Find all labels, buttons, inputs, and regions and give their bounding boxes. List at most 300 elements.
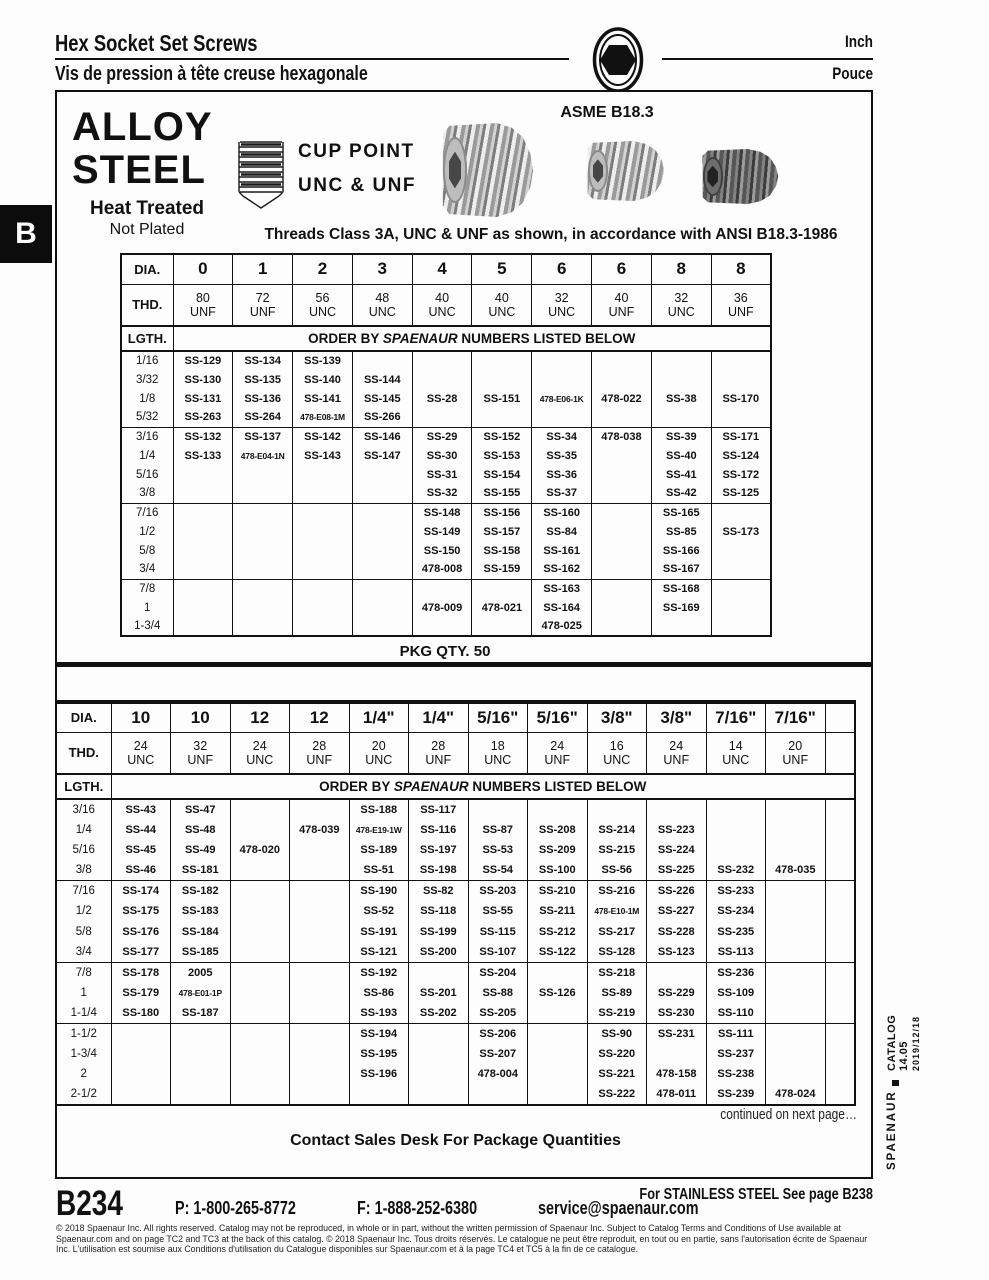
part-cell: SS-43 <box>111 799 171 819</box>
material-title-line2: STEEL <box>72 148 206 192</box>
page-title-en: Hex Socket Set Screws <box>55 30 258 56</box>
part-cell: SS-136 <box>233 389 293 408</box>
part-cell <box>706 819 766 839</box>
part-cell: 478-022 <box>592 389 652 408</box>
length-cell: 1/4 <box>56 819 111 839</box>
part-cell <box>766 983 826 1003</box>
part-cell <box>651 408 711 427</box>
part-cell <box>592 522 652 541</box>
part-cell <box>171 1064 231 1084</box>
length-cell: 3/16 <box>121 427 173 446</box>
part-cell <box>592 560 652 579</box>
section-tab-b: B <box>0 205 52 263</box>
thd-header: 32 UNC <box>651 284 711 326</box>
part-cell <box>592 617 652 636</box>
part-cell: SS-218 <box>587 962 647 982</box>
table-row <box>56 962 855 982</box>
thd-header: 24 UNF <box>528 732 588 774</box>
part-cell: SS-177 <box>111 942 171 962</box>
part-cell <box>230 819 290 839</box>
not-plated-label: Not Plated <box>109 221 185 238</box>
part-cell <box>290 1003 350 1023</box>
table-row <box>121 598 771 617</box>
part-cell: SS-156 <box>472 503 532 522</box>
part-cell <box>592 484 652 503</box>
empty-cell <box>825 1064 855 1084</box>
part-cell: SS-200 <box>409 942 469 962</box>
dia-header: 1/4" <box>349 702 409 732</box>
table-row <box>121 389 771 408</box>
dia-header: 1/4" <box>409 702 469 732</box>
length-cell: 7/16 <box>121 503 173 522</box>
length-cell: 1/4 <box>121 446 173 465</box>
part-cell: SS-144 <box>352 370 412 389</box>
part-cell: SS-201 <box>409 983 469 1003</box>
part-cell <box>230 799 290 819</box>
part-cell: SS-236 <box>706 962 766 982</box>
part-cell: SS-118 <box>409 901 469 921</box>
table-row <box>56 1084 855 1104</box>
material-title-line1: ALLOY <box>72 105 213 149</box>
part-cell <box>173 579 233 598</box>
part-cell <box>290 881 350 901</box>
thd-header: 40 UNF <box>592 284 652 326</box>
part-cell <box>766 962 826 982</box>
part-cell: SS-182 <box>171 881 231 901</box>
part-cell: SS-137 <box>233 427 293 446</box>
part-cell: SS-89 <box>587 983 647 1003</box>
part-cell: SS-161 <box>532 541 592 560</box>
part-cell <box>290 799 350 819</box>
part-cell: SS-38 <box>651 389 711 408</box>
part-cell <box>293 598 353 617</box>
heat-treated-label: Heat Treated <box>89 198 205 219</box>
part-cell: SS-134 <box>233 351 293 370</box>
dia-header: 3/8" <box>587 702 647 732</box>
empty-cell <box>825 1003 855 1023</box>
part-cell: SS-184 <box>171 921 231 941</box>
part-cell <box>472 408 532 427</box>
part-cell <box>352 351 412 370</box>
thd-header: 28 UNF <box>290 732 350 774</box>
part-cell: SS-139 <box>293 351 353 370</box>
empty-cell <box>825 840 855 860</box>
part-cell <box>592 541 652 560</box>
part-cell <box>233 541 293 560</box>
part-cell: SS-228 <box>647 921 707 941</box>
part-cell: SS-198 <box>409 860 469 880</box>
part-cell <box>173 617 233 636</box>
length-cell: 5/16 <box>56 840 111 860</box>
part-cell: SS-227 <box>647 901 707 921</box>
part-cell: SS-199 <box>409 921 469 941</box>
continued-note: continued on next page… <box>720 1106 857 1123</box>
part-cell <box>230 1044 290 1064</box>
part-cell: SS-217 <box>587 921 647 941</box>
part-cell: SS-234 <box>706 901 766 921</box>
part-cell <box>290 1044 350 1064</box>
part-cell: SS-145 <box>352 389 412 408</box>
part-cell: SS-179 <box>111 983 171 1003</box>
empty-cell <box>825 983 855 1003</box>
part-cell <box>409 962 469 982</box>
thd-header: 24 UNC <box>111 732 171 774</box>
part-cell <box>412 617 472 636</box>
part-cell: SS-238 <box>706 1064 766 1084</box>
part-cell: SS-110 <box>706 1003 766 1023</box>
part-cell <box>409 1084 469 1104</box>
part-cell: 478-039 <box>290 819 350 839</box>
part-cell: SS-159 <box>472 560 532 579</box>
part-cell <box>173 465 233 484</box>
table-row <box>121 427 771 446</box>
table-row <box>56 840 855 860</box>
dia-header: 12 <box>230 702 290 732</box>
part-cell <box>766 881 826 901</box>
part-cell <box>293 541 353 560</box>
empty-cell <box>825 881 855 901</box>
part-cell <box>592 598 652 617</box>
table-row <box>56 942 855 962</box>
part-cell: SS-207 <box>468 1044 528 1064</box>
part-cell: SS-34 <box>532 427 592 446</box>
part-cell: SS-206 <box>468 1023 528 1043</box>
empty-cell <box>825 962 855 982</box>
length-cell: 7/8 <box>121 579 173 598</box>
part-cell <box>352 503 412 522</box>
table-row <box>56 901 855 921</box>
part-cell <box>290 1064 350 1084</box>
thd-header: 36 UNF <box>711 284 771 326</box>
part-cell: 478-025 <box>532 617 592 636</box>
part-cell: 478-158 <box>647 1064 707 1084</box>
part-cell: SS-122 <box>528 942 588 962</box>
part-cell: SS-124 <box>711 446 771 465</box>
empty-cell <box>825 901 855 921</box>
part-cell: SS-115 <box>468 921 528 941</box>
part-cell <box>290 860 350 880</box>
part-cell <box>230 942 290 962</box>
thd-header: 72 UNF <box>233 284 293 326</box>
part-cell: SS-125 <box>711 484 771 503</box>
part-cell: SS-170 <box>711 389 771 408</box>
part-cell <box>528 1044 588 1064</box>
part-cell: SS-185 <box>171 942 231 962</box>
package-qty-note: PKG QTY. 50 <box>399 643 491 660</box>
table-row <box>121 579 771 598</box>
empty-cell <box>825 921 855 941</box>
length-cell: 3/8 <box>56 860 111 880</box>
part-cell <box>349 1084 409 1104</box>
set-screw-photo-dark <box>701 149 779 204</box>
thd-header: 40 UNC <box>412 284 472 326</box>
part-cell: SS-142 <box>293 427 353 446</box>
part-cell <box>230 1064 290 1084</box>
part-cell: SS-90 <box>587 1023 647 1043</box>
empty-cell <box>825 819 855 839</box>
header-rule-right <box>662 58 873 60</box>
part-cell <box>233 522 293 541</box>
part-cell <box>293 560 353 579</box>
part-cell <box>532 408 592 427</box>
dia-header: 6 <box>532 254 592 284</box>
part-cell: SS-143 <box>293 446 353 465</box>
length-cell: 1/16 <box>121 351 173 370</box>
part-cell: 478-020 <box>230 840 290 860</box>
length-cell: 5/8 <box>121 541 173 560</box>
length-cell: 5/32 <box>121 408 173 427</box>
part-cell: 478-008 <box>412 560 472 579</box>
part-cell: SS-165 <box>651 503 711 522</box>
contact-sales-note: Contact Sales Desk For Package Quantities <box>290 1132 621 1149</box>
thd-header: 48 UNC <box>352 284 412 326</box>
part-cell <box>766 819 826 839</box>
thd-header: 24 UNC <box>230 732 290 774</box>
part-cell: SS-212 <box>528 921 588 941</box>
part-cell: SS-266 <box>352 408 412 427</box>
dia-header: 3 <box>352 254 412 284</box>
main-content-box <box>55 90 873 1179</box>
part-cell <box>352 579 412 598</box>
table-row <box>56 1023 855 1043</box>
part-cell <box>173 560 233 579</box>
part-cell: SS-154 <box>472 465 532 484</box>
part-cell: SS-48 <box>171 819 231 839</box>
part-cell <box>111 1044 171 1064</box>
part-cell: SS-28 <box>412 389 472 408</box>
part-cell <box>472 370 532 389</box>
thd-header: 16 UNC <box>587 732 647 774</box>
part-cell <box>412 370 472 389</box>
part-cell <box>412 351 472 370</box>
part-cell <box>230 901 290 921</box>
part-cell <box>230 881 290 901</box>
part-cell <box>233 465 293 484</box>
dia-header: 5/16" <box>468 702 528 732</box>
part-cell: SS-49 <box>171 840 231 860</box>
part-cell: SS-30 <box>412 446 472 465</box>
part-cell: SS-150 <box>412 541 472 560</box>
part-cell <box>290 1023 350 1043</box>
part-cell <box>711 370 771 389</box>
part-cell <box>233 503 293 522</box>
part-cell: SS-231 <box>647 1023 707 1043</box>
table-row <box>56 819 855 839</box>
order-note: ORDER BY SPAENAUR NUMBERS LISTED BELOW <box>111 774 855 799</box>
part-cell: SS-195 <box>349 1044 409 1064</box>
dia-header: 1 <box>233 254 293 284</box>
part-cell <box>592 408 652 427</box>
thd-label: THD. <box>121 284 173 326</box>
table-row <box>56 1003 855 1023</box>
length-cell: 7/8 <box>56 962 111 982</box>
part-cell: SS-141 <box>293 389 353 408</box>
part-cell: SS-175 <box>111 901 171 921</box>
dia-header: 10 <box>171 702 231 732</box>
section-divider <box>56 662 872 667</box>
part-cell: SS-133 <box>173 446 233 465</box>
part-cell: SS-166 <box>651 541 711 560</box>
dia-header: 7/16" <box>706 702 766 732</box>
dia-header-empty <box>825 702 855 732</box>
length-cell: 3/4 <box>56 942 111 962</box>
part-cell: 478-E06-1K <box>532 389 592 408</box>
part-cell: SS-100 <box>528 860 588 880</box>
part-cell: SS-31 <box>412 465 472 484</box>
order-table-fractional-diameters <box>55 700 856 1106</box>
part-cell: 478-E04-1N <box>233 446 293 465</box>
part-cell: SS-171 <box>711 427 771 446</box>
part-cell <box>290 942 350 962</box>
spaenaur-logo-icon <box>890 1078 899 1086</box>
part-cell <box>233 598 293 617</box>
table-row <box>121 446 771 465</box>
part-cell <box>711 560 771 579</box>
dia-header: 8 <box>651 254 711 284</box>
part-cell: SS-116 <box>409 819 469 839</box>
table-row <box>56 983 855 1003</box>
dia-header: 0 <box>173 254 233 284</box>
part-cell <box>472 579 532 598</box>
table-row <box>56 1064 855 1084</box>
table-row <box>56 1044 855 1064</box>
dia-header: 5/16" <box>528 702 588 732</box>
table-row <box>121 503 771 522</box>
part-cell: SS-230 <box>647 1003 707 1023</box>
length-cell: 7/16 <box>56 881 111 901</box>
part-cell: SS-208 <box>528 819 588 839</box>
part-cell: SS-172 <box>711 465 771 484</box>
length-cell: 3/4 <box>121 560 173 579</box>
dia-header: 5 <box>472 254 532 284</box>
part-cell <box>711 503 771 522</box>
table-row <box>56 799 855 819</box>
part-cell <box>173 598 233 617</box>
part-cell: SS-232 <box>706 860 766 880</box>
part-cell: SS-51 <box>349 860 409 880</box>
part-cell <box>528 799 588 819</box>
part-cell: SS-163 <box>532 579 592 598</box>
part-cell: SS-193 <box>349 1003 409 1023</box>
length-cell: 1-1/2 <box>56 1023 111 1043</box>
asme-standard-label: ASME B18.3 <box>560 104 654 121</box>
part-cell <box>171 1084 231 1104</box>
part-cell: SS-191 <box>349 921 409 941</box>
empty-cell <box>825 860 855 880</box>
length-cell: 2-1/2 <box>56 1084 111 1104</box>
dia-label: DIA. <box>56 702 111 732</box>
part-cell: SS-37 <box>532 484 592 503</box>
part-cell <box>409 1064 469 1084</box>
part-cell <box>766 799 826 819</box>
dia-header: 4 <box>412 254 472 284</box>
part-cell: SS-46 <box>111 860 171 880</box>
length-cell: 3/16 <box>56 799 111 819</box>
part-cell <box>587 799 647 819</box>
part-cell <box>592 370 652 389</box>
dia-header: 10 <box>111 702 171 732</box>
part-cell: SS-223 <box>647 819 707 839</box>
part-cell: 478-004 <box>468 1064 528 1084</box>
part-cell: SS-40 <box>651 446 711 465</box>
thd-header: 56 UNC <box>293 284 353 326</box>
part-cell: SS-216 <box>587 881 647 901</box>
part-cell <box>711 579 771 598</box>
part-cell <box>290 983 350 1003</box>
part-cell: SS-160 <box>532 503 592 522</box>
part-cell <box>592 351 652 370</box>
part-cell <box>711 408 771 427</box>
part-cell <box>293 617 353 636</box>
part-cell: SS-148 <box>412 503 472 522</box>
part-cell: SS-202 <box>409 1003 469 1023</box>
part-cell <box>711 617 771 636</box>
part-cell: SS-189 <box>349 840 409 860</box>
unit-label-inch: Inch <box>845 32 873 51</box>
part-cell <box>766 901 826 921</box>
part-cell: SS-42 <box>651 484 711 503</box>
set-screw-photo-large <box>441 123 534 217</box>
part-cell: SS-52 <box>349 901 409 921</box>
email-address: service@spaenaur.com <box>538 1198 699 1218</box>
part-cell: 478-E08-1M <box>293 408 353 427</box>
catalog-version-vertical: CATALOG 14.05 2019/12/18 <box>886 1014 921 1071</box>
part-cell: SS-35 <box>532 446 592 465</box>
part-cell: SS-264 <box>233 408 293 427</box>
part-cell: SS-147 <box>352 446 412 465</box>
table-row <box>56 881 855 901</box>
part-cell <box>230 1023 290 1043</box>
part-cell: SS-192 <box>349 962 409 982</box>
thd-label: THD. <box>56 732 111 774</box>
part-cell: SS-29 <box>412 427 472 446</box>
part-cell: SS-180 <box>111 1003 171 1023</box>
part-cell: SS-36 <box>532 465 592 484</box>
part-cell: SS-226 <box>647 881 707 901</box>
part-cell: 478-035 <box>766 860 826 880</box>
part-cell: SS-155 <box>472 484 532 503</box>
part-cell: SS-41 <box>651 465 711 484</box>
part-cell <box>706 840 766 860</box>
part-cell: SS-178 <box>111 962 171 982</box>
part-cell: SS-204 <box>468 962 528 982</box>
part-cell: SS-109 <box>706 983 766 1003</box>
part-cell <box>651 351 711 370</box>
part-cell: SS-169 <box>651 598 711 617</box>
part-cell <box>233 484 293 503</box>
thd-header: 40 UNC <box>472 284 532 326</box>
part-cell <box>766 840 826 860</box>
part-cell <box>293 484 353 503</box>
empty-cell <box>825 1084 855 1104</box>
part-cell <box>230 921 290 941</box>
part-cell: SS-173 <box>711 522 771 541</box>
part-cell <box>711 541 771 560</box>
thd-header: 20 UNC <box>349 732 409 774</box>
dia-header: 12 <box>290 702 350 732</box>
part-cell: SS-235 <box>706 921 766 941</box>
part-cell: 2005 <box>171 962 231 982</box>
part-cell: 478-011 <box>647 1084 707 1104</box>
table-row <box>121 560 771 579</box>
part-cell <box>647 1044 707 1064</box>
phone-number: P: 1-800-265-8772 <box>175 1198 296 1218</box>
part-cell <box>532 351 592 370</box>
empty-cell <box>825 1023 855 1043</box>
stainless-cross-reference: For STAINLESS STEEL See page B238 <box>639 1186 873 1203</box>
part-cell <box>468 1084 528 1104</box>
part-cell: SS-152 <box>472 427 532 446</box>
